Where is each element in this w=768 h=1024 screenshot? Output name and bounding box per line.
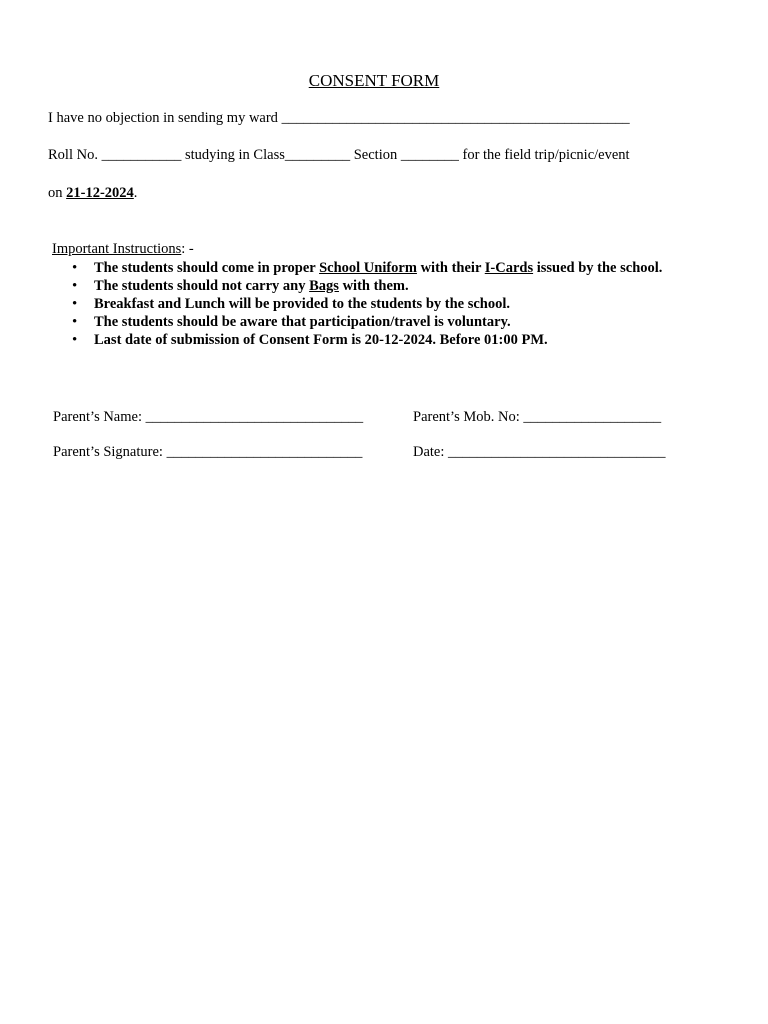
event-text: for the field trip/picnic/event — [462, 147, 630, 163]
date-line — [48, 185, 137, 202]
instruction-text: The students should be aware that participation/travel is voluntary. — [94, 314, 511, 330]
instruction-text: Last date of submission of Consent Form is 20-12-2024. Before 01:00 PM. — [94, 332, 548, 348]
page-title: CONSENT FORM — [308, 71, 440, 90]
roll-blank[interactable]: ___________ — [101, 147, 182, 163]
class-label: studying in Class — [184, 147, 285, 163]
parent-name-blank[interactable]: ______________________________ — [145, 409, 364, 425]
date-prefix: on — [48, 185, 63, 201]
instruction-item — [52, 277, 702, 295]
ward-text: I have no objection in sending my ward — [48, 110, 278, 126]
parent-signature-label: Parent’s Signature: — [53, 444, 163, 460]
parent-name-label: Parent’s Name: — [53, 409, 142, 425]
ward-line — [48, 110, 630, 127]
instruction-item — [52, 313, 702, 331]
instruction-item — [52, 331, 702, 349]
parent-mob-blank[interactable]: ___________________ — [523, 409, 662, 425]
instruction-text: with them. — [338, 278, 409, 294]
class-blank[interactable]: _________ — [284, 147, 351, 163]
instructions-heading-suffix: : - — [181, 241, 194, 257]
date-blank[interactable]: ______________________________ — [448, 444, 666, 460]
instruction-emphasis: Bags — [309, 278, 339, 294]
roll-class-line — [48, 147, 630, 164]
instructions-list — [52, 259, 702, 349]
instructions-section — [52, 240, 702, 349]
instruction-item — [52, 259, 702, 277]
ward-name-blank[interactable]: ________________________________________________ — [281, 110, 630, 126]
instruction-emphasis: I-Cards — [484, 260, 534, 276]
instruction-emphasis: School Uniform — [319, 260, 417, 276]
date-suffix: . — [133, 185, 138, 201]
instruction-text: issued by the school. — [533, 260, 663, 276]
instruction-text: The students should come in proper — [94, 260, 320, 276]
date-field — [413, 444, 666, 461]
instructions-heading: Important Instructions — [52, 241, 182, 257]
parent-signature-blank[interactable]: ___________________________ — [166, 444, 363, 460]
instruction-text: The students should not carry any — [94, 278, 310, 294]
roll-label: Roll No. — [48, 147, 98, 163]
instruction-text: with their — [416, 260, 485, 276]
date-label: Date: — [413, 444, 445, 460]
section-label: Section — [353, 147, 398, 163]
parent-mob-label: Parent’s Mob. No: — [413, 409, 520, 425]
instructions-heading-row — [52, 240, 702, 259]
parent-mob-field — [413, 409, 661, 426]
event-date: 21-12-2024 — [66, 185, 134, 201]
parent-signature-field — [53, 444, 362, 461]
instruction-item — [52, 295, 702, 313]
parent-name-field — [53, 409, 363, 426]
section-blank[interactable]: ________ — [400, 147, 459, 163]
instruction-text: Breakfast and Lunch will be provided to the students by the school. — [94, 296, 511, 312]
